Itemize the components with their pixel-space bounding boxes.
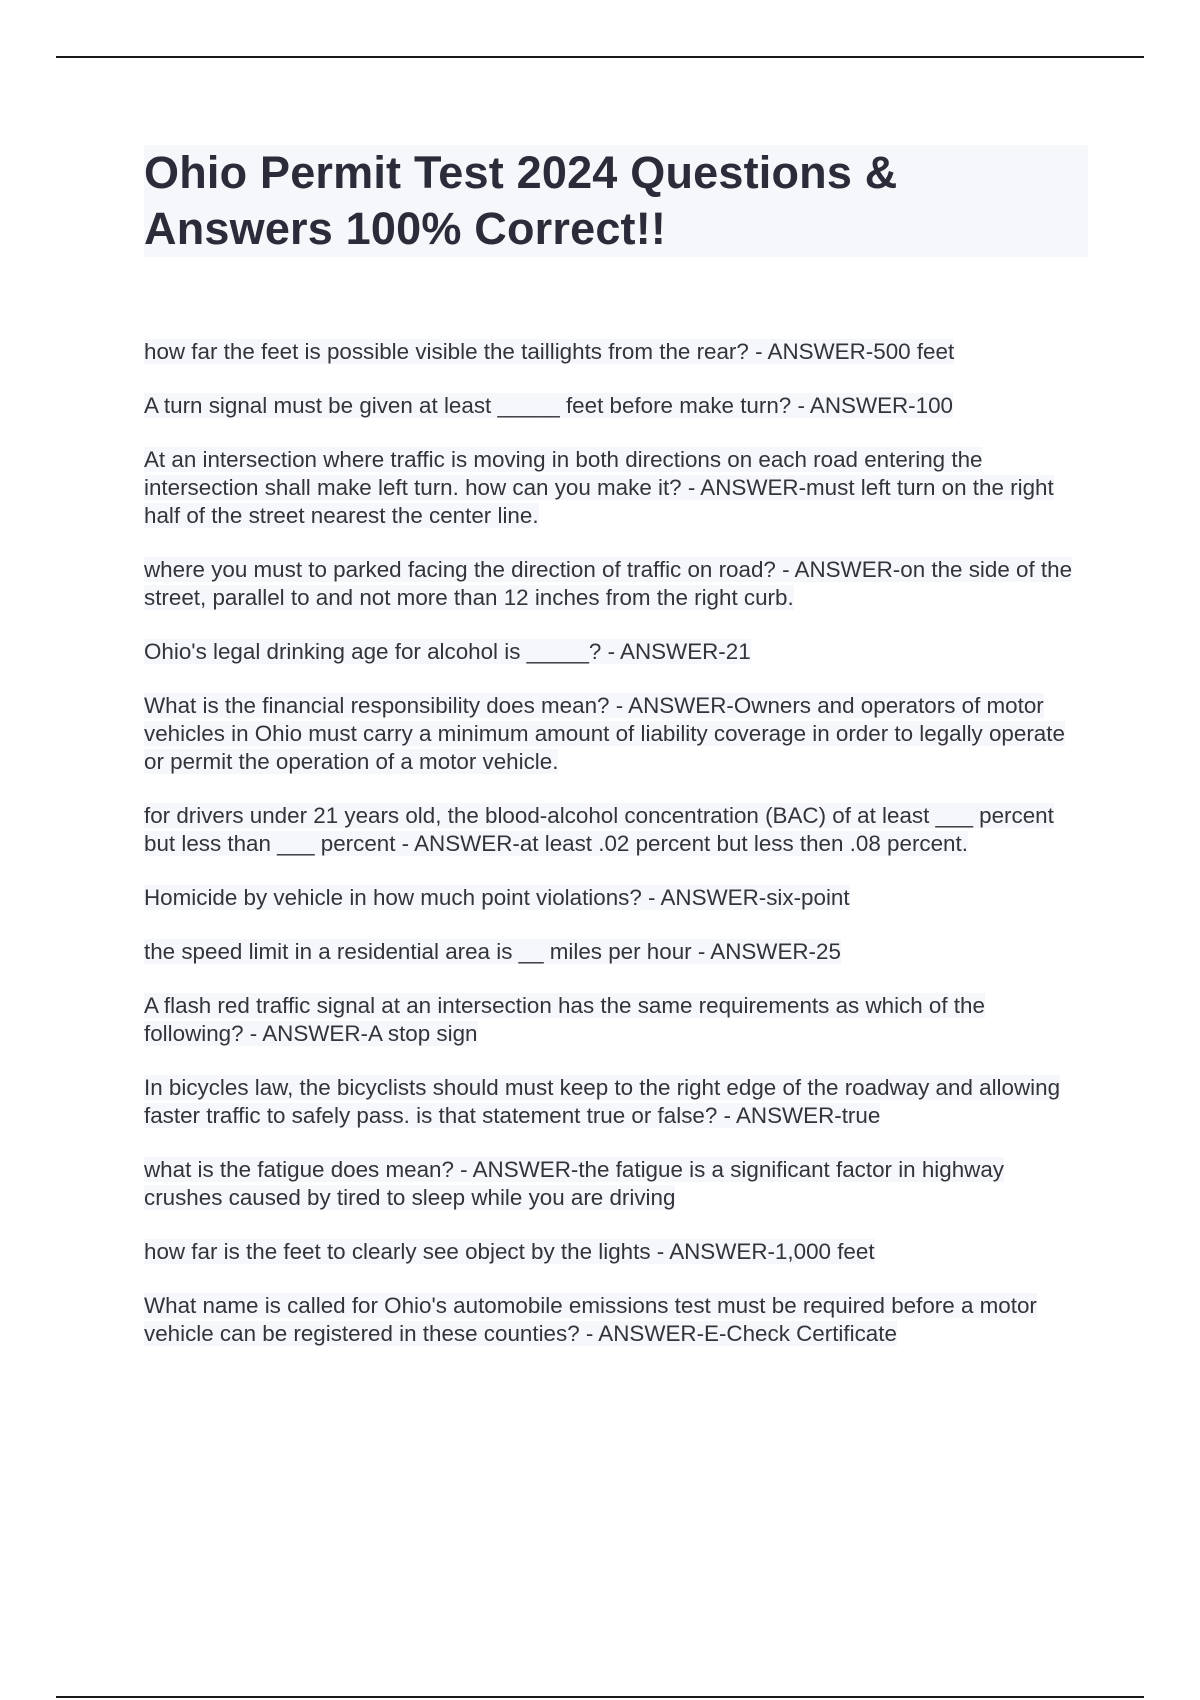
bottom-rule (56, 1696, 1144, 1698)
qa-text: Homicide by vehicle in how much point violations? - ANSWER-six-point (144, 885, 850, 910)
qa-text: At an intersection where traffic is moving in both directions on each road entering the intersection shall make left turn. how can you make it? - ANSWER-must left turn on the right half of the street nearest the center line. (144, 447, 1054, 528)
document-title-line-1: Ohio Permit Test 2024 Questions & (144, 147, 898, 198)
qa-text: Ohio's legal drinking age for alcohol is _____? - ANSWER-21 (144, 639, 751, 664)
qa-text: how far is the feet to clearly see object by the lights - ANSWER-1,000 feet (144, 1239, 875, 1264)
qa-item (144, 1238, 1088, 1266)
qa-item (144, 392, 1088, 420)
qa-text: the speed limit in a residential area is __ miles per hour - ANSWER-25 (144, 939, 841, 964)
qa-text: where you must to parked facing the direction of traffic on road? - ANSWER-on the side of the street, parallel to and not more than 12 inches from the right curb. (144, 557, 1073, 610)
qa-item (144, 992, 1088, 1048)
qa-text: for drivers under 21 years old, the blood-alcohol concentration (BAC) of at least ___ percent but less than ___ percent - ANSWER-at least .02 percent but less then .08 percent. (144, 803, 1054, 856)
qa-item (144, 556, 1088, 612)
qa-item (144, 802, 1088, 858)
qa-item (144, 1074, 1088, 1130)
qa-text: A turn signal must be given at least _____ feet before make turn? - ANSWER-100 (144, 393, 953, 418)
qa-text: What is the financial responsibility does mean? - ANSWER-Owners and operators of motor vehicles in Ohio must carry a minimum amount of liability coverage in order to legally operate or permit the operation of a motor vehicle. (144, 693, 1065, 774)
qa-text: What name is called for Ohio's automobile emissions test must be required before a motor vehicle can be registered in these counties? - ANSWER-E-Check Certificate (144, 1293, 1037, 1346)
qa-text: In bicycles law, the bicyclists should must keep to the right edge of the roadway and allowing faster traffic to safely pass. is that statement true or false? - ANSWER-true (144, 1075, 1061, 1128)
qa-item (144, 938, 1088, 966)
qa-item (144, 338, 1088, 366)
top-rule (56, 56, 1144, 58)
qa-text: what is the fatigue does mean? - ANSWER-the fatigue is a significant factor in highway crushes caused by tired to sleep while you are driving (144, 1157, 1004, 1210)
document-title (144, 145, 1088, 257)
title-block (144, 145, 1088, 257)
qa-item (144, 1156, 1088, 1212)
qa-list (144, 338, 1088, 1374)
qa-text: A flash red traffic signal at an intersection has the same requirements as which of the following? - ANSWER-A stop sign (144, 993, 985, 1046)
document-title-line-2: Answers 100% Correct!! (144, 203, 667, 254)
qa-item (144, 692, 1088, 776)
qa-item (144, 638, 1088, 666)
qa-text: how far the feet is possible visible the taillights from the rear? - ANSWER-500 feet (144, 339, 955, 364)
qa-item (144, 446, 1088, 530)
qa-item (144, 1292, 1088, 1348)
qa-item (144, 884, 1088, 912)
